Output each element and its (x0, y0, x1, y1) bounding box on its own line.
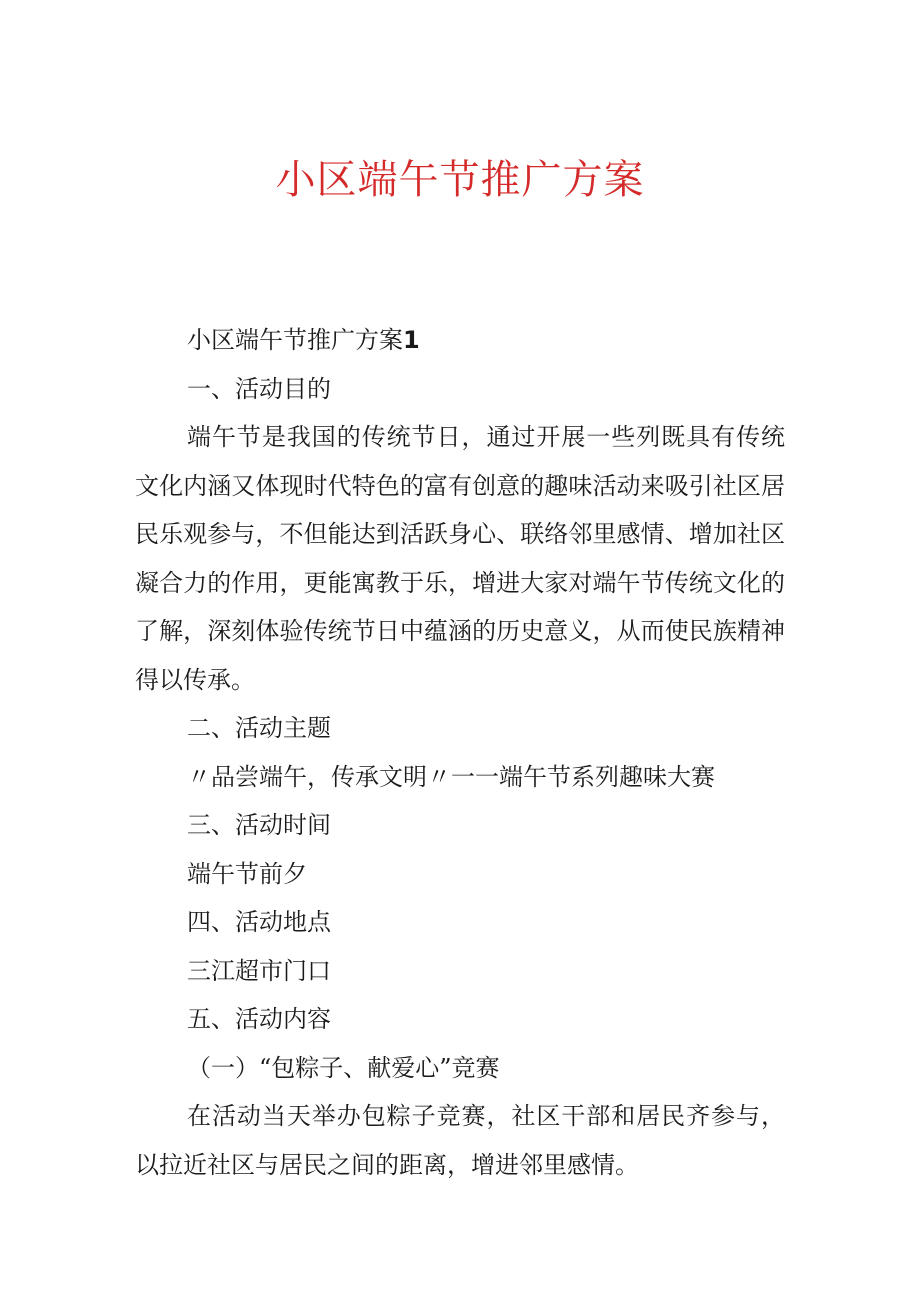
section3-heading: 三、活动时间 (187, 811, 331, 839)
subtitle-text: 小区端午节推广方案 (187, 326, 403, 354)
document-title: 小区端午节推广方案 (275, 157, 645, 203)
section5-heading: 五、活动内容 (187, 1005, 331, 1033)
section2-heading: 二、活动主题 (187, 714, 331, 742)
document-body (135, 316, 785, 1189)
section5-sub1-body: 在活动当天举办包粽子竞赛，社区干部和居民齐参与，以拉近社区与居民之间的距离，增进邻里感情。 (135, 1102, 785, 1179)
section5-sub1-heading: （一）“包粽子、献爱心”竞赛 (187, 1053, 500, 1082)
subtitle-number: 1 (403, 326, 420, 354)
section4-heading: 四、活动地点 (187, 908, 331, 936)
section1-heading: 一、活动目的 (187, 374, 331, 403)
section1-body: 端午节是我国的传统节日，通过开展一些列既具有传统文化内涵又体现时代特色的富有创意的趣味活动来吸引社区居民乐观参与，不但能达到活跃身心、联络邻里感情、增加社区凝合力的作用，更能寓教于乐，增进大家对端午节传统文化的了解，深刻体验传统节日中蕴涵的历史意义，从而使民族精神得以传承。 (135, 423, 785, 694)
document-subtitle (135, 316, 785, 365)
section3-body: 端午节前夕 (187, 859, 307, 888)
section2-body: 〃品尝端午，传承文明〃一一端午节系列趣味大赛 (187, 762, 715, 791)
section4-body: 三江超市门口 (187, 956, 331, 985)
